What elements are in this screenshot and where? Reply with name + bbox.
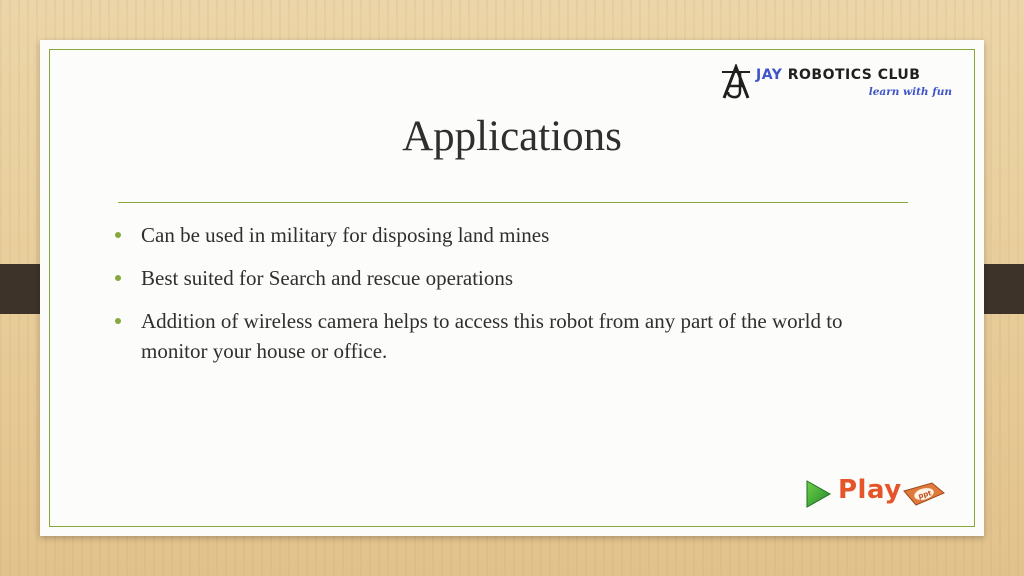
play-arrow-icon <box>804 479 832 509</box>
bullet-list <box>112 220 902 379</box>
logo-club-text: ROBOTICS CLUB <box>787 67 921 83</box>
bullet-text: Best suited for Search and rescue operations <box>141 266 514 290</box>
slide <box>40 40 984 536</box>
play-label: Play <box>838 475 902 505</box>
logo-wordmark <box>756 67 920 83</box>
bullet-item <box>112 306 902 366</box>
ppt-tag-icon <box>902 481 946 507</box>
play-ppt-button[interactable] <box>804 477 946 513</box>
bullet-dot-icon <box>115 275 121 281</box>
club-logo <box>720 64 960 104</box>
title-divider <box>118 202 908 203</box>
bullet-dot-icon <box>115 318 121 324</box>
logo-tagline: learn with fun <box>868 86 952 98</box>
bullet-text: Can be used in military for disposing land mines <box>141 223 550 247</box>
ja-monogram-icon <box>720 64 752 100</box>
logo-jay-text: JAY <box>756 67 783 83</box>
bullet-item <box>112 263 902 293</box>
bullet-text: Addition of wireless camera helps to access this robot from any part of the world to monitor your house or office. <box>141 309 843 363</box>
ppt-text: ppt <box>917 489 933 501</box>
slide-title: Applications <box>402 113 622 160</box>
bullet-item <box>112 220 902 250</box>
bullet-dot-icon <box>115 232 121 238</box>
